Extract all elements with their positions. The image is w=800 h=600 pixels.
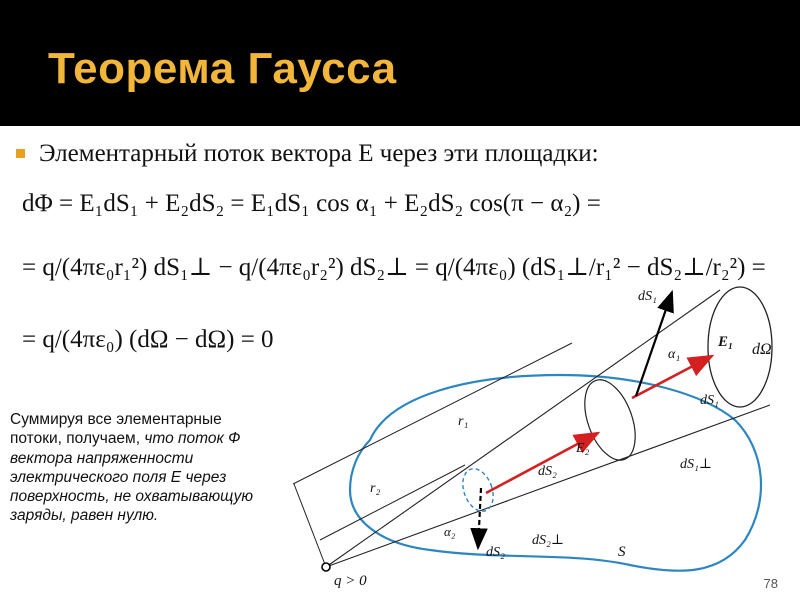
- label-alpha1: α₁: [668, 347, 681, 362]
- label-ds2: dS₂: [538, 464, 557, 479]
- charge-point: [322, 563, 330, 571]
- normal-vector-ds2: [478, 488, 481, 548]
- label-ds2-vector: dS₂: [486, 545, 505, 560]
- equation-line-3: = q/(4πε₀) (dΩ − dΩ) = 0: [22, 326, 274, 353]
- slide-title: Теорема Гаусса: [48, 44, 397, 93]
- label-domega: dΩ: [752, 341, 772, 358]
- page-number: 78: [763, 576, 778, 591]
- label-alpha2: α₂: [444, 524, 456, 539]
- label-surface-s: S: [618, 544, 626, 560]
- side-note-plain: Суммируя все элементарные потоки, получаем,: [10, 411, 222, 448]
- label-charge: q > 0: [334, 573, 367, 589]
- label-e2: E₂: [576, 441, 590, 456]
- field-vector-e1: [632, 356, 712, 398]
- side-note-italic: что поток Ф вектора напряженности электрического поля E через поверхность, не охватывающую заряды, равен нулю.: [10, 430, 254, 525]
- label-ds2-perp: dS₂⊥: [532, 533, 565, 548]
- label-ds1: dS₁: [700, 393, 719, 408]
- label-r1: r₁: [458, 414, 469, 429]
- bullet-text: Элементарный поток вектора E через эти площадки:: [39, 140, 599, 167]
- label-e1: E₁: [718, 334, 734, 350]
- equation-line-1: dΦ = E₁dS₁ + E₂dS₂ = E₁dS₁ cos α₁ + E₂dS₂ cos(π − α₂) =: [22, 190, 601, 217]
- label-r2: r₂: [370, 481, 381, 496]
- label-ds1-vector: dS₁: [638, 289, 657, 304]
- equation-line-2: = q/(4πε₀r₁²) dS₁⊥ − q/(4πε₀r₂²) dS₂⊥ = q/(4πε₀) (dS₁⊥/r₁² − dS₂⊥/r₂²) =: [22, 254, 766, 281]
- label-ds1-perp: dS₁⊥: [680, 457, 713, 472]
